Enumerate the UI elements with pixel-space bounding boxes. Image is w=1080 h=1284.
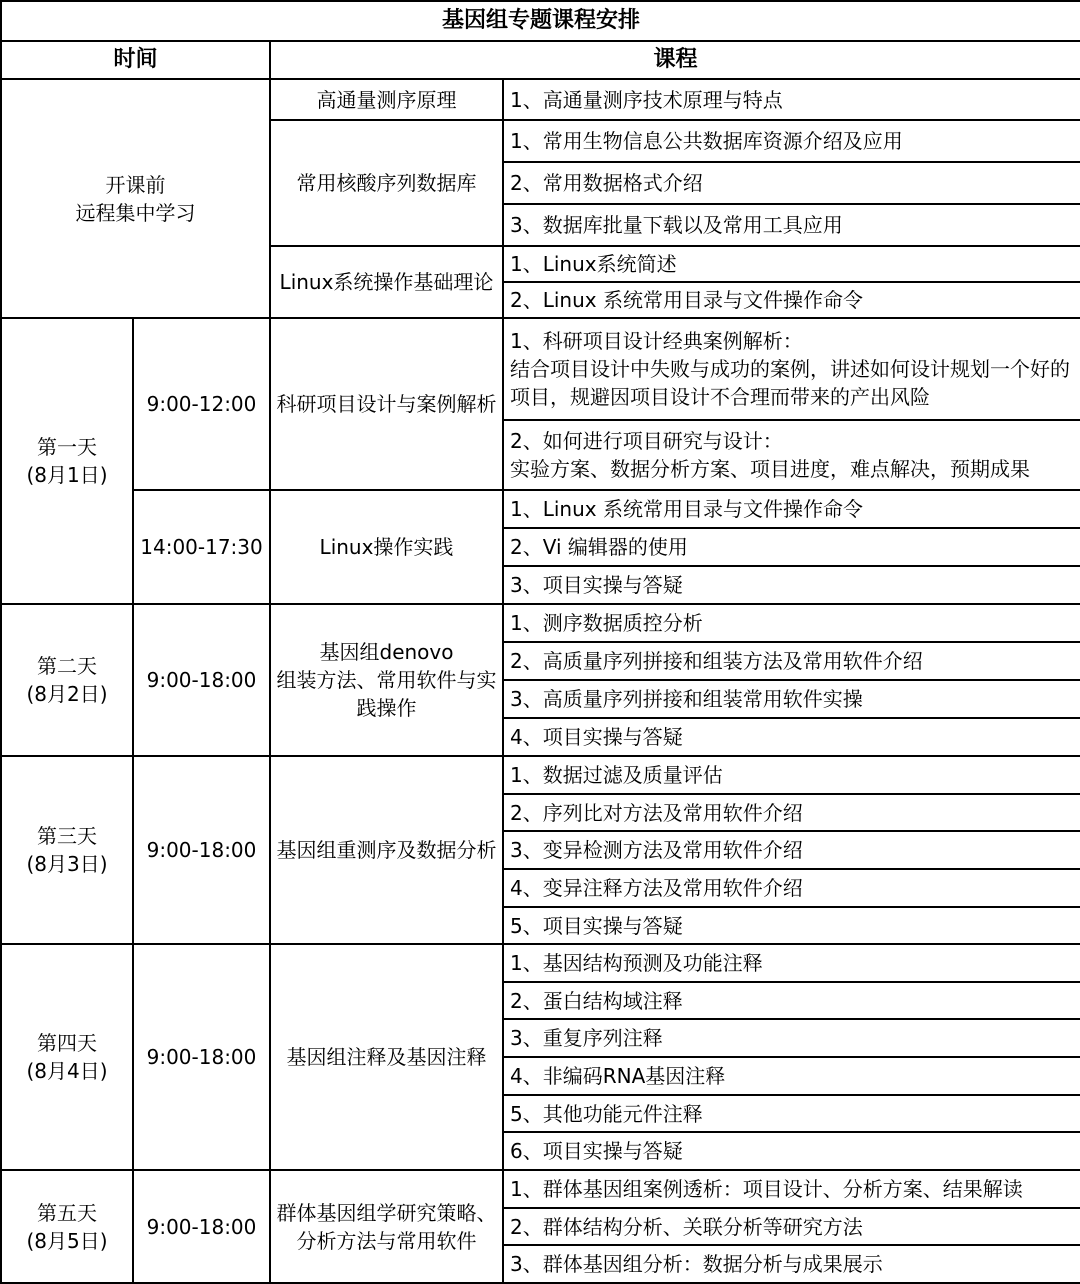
pre-course-label: 开课前 远程集中学习 — [1, 79, 270, 318]
list-item: 3、项目实操与答疑 — [503, 566, 1080, 604]
list-item: 3、数据库批量下载以及常用工具应用 — [503, 204, 1080, 246]
day-4-label: 第四天 (8月4日) — [1, 944, 133, 1170]
list-item: 3、群体基因组分析：数据分析与成果展示 — [503, 1245, 1080, 1283]
day-1-afternoon-topic: Linux操作实践 — [270, 490, 503, 604]
list-item: 1、数据过滤及质量评估 — [503, 756, 1080, 794]
list-item: 2、群体结构分析、关联分析等研究方法 — [503, 1208, 1080, 1245]
table-title: 基因组专题课程安排 — [1, 1, 1080, 41]
list-item: 3、重复序列注释 — [503, 1019, 1080, 1057]
list-item: 2、常用数据格式介绍 — [503, 162, 1080, 204]
list-item: 1、基因结构预测及功能注释 — [503, 944, 1080, 982]
list-item: 3、变异检测方法及常用软件介绍 — [503, 831, 1080, 869]
list-item: 3、高质量序列拼接和组装常用软件实操 — [503, 680, 1080, 718]
day-1-afternoon-time: 14:00-17:30 — [133, 490, 270, 604]
day-2-time: 9:00-18:00 — [133, 604, 270, 756]
day-3-time: 9:00-18:00 — [133, 756, 270, 944]
day-2-label: 第二天 (8月2日) — [1, 604, 133, 756]
day-1-morning-topic: 科研项目设计与案例解析 — [270, 318, 503, 490]
header-time: 时间 — [1, 41, 270, 79]
list-item: 6、项目实操与答疑 — [503, 1132, 1080, 1170]
list-item: 1、Linux系统简述 — [503, 246, 1080, 282]
day-2-topic: 基因组denovo 组装方法、常用软件与实践操作 — [270, 604, 503, 756]
list-item: 1、常用生物信息公共数据库资源介绍及应用 — [503, 120, 1080, 162]
topic-nucleic-acid-db: 常用核酸序列数据库 — [270, 120, 503, 246]
list-item: 2、蛋白结构域注释 — [503, 982, 1080, 1019]
list-item: 1、高通量测序技术原理与特点 — [503, 79, 1080, 120]
list-item: 2、高质量序列拼接和组装方法及常用软件介绍 — [503, 642, 1080, 680]
list-item: 5、项目实操与答疑 — [503, 907, 1080, 944]
topic-sequencing-principles: 高通量测序原理 — [270, 79, 503, 120]
topic-linux-basics: Linux系统操作基础理论 — [270, 246, 503, 318]
day-1-morning-time: 9:00-12:00 — [133, 318, 270, 490]
list-item: 2、如何进行项目研究与设计： 实验方案、数据分析方案、项目进度，难点解决，预期成果 — [503, 420, 1080, 490]
day-3-topic: 基因组重测序及数据分析 — [270, 756, 503, 944]
day-1-label: 第一天 (8月1日) — [1, 318, 133, 604]
list-item: 1、Linux 系统常用目录与文件操作命令 — [503, 490, 1080, 528]
list-item: 1、测序数据质控分析 — [503, 604, 1080, 642]
list-item: 4、变异注释方法及常用软件介绍 — [503, 869, 1080, 907]
list-item: 1、群体基因组案例透析：项目设计、分析方案、结果解读 — [503, 1170, 1080, 1208]
list-item: 4、非编码RNA基因注释 — [503, 1057, 1080, 1095]
list-item: 4、项目实操与答疑 — [503, 718, 1080, 756]
list-item: 1、科研项目设计经典案例解析： 结合项目设计中失败与成功的案例，讲述如何设计规划一个好的项目，规避因项目设计不合理而带来的产出风险 — [503, 318, 1080, 420]
list-item: 2、序列比对方法及常用软件介绍 — [503, 794, 1080, 831]
list-item: 2、Linux 系统常用目录与文件操作命令 — [503, 282, 1080, 318]
day-3-label: 第三天 (8月3日) — [1, 756, 133, 944]
day-5-time: 9:00-18:00 — [133, 1170, 270, 1283]
day-5-label: 第五天 (8月5日) — [1, 1170, 133, 1283]
list-item: 5、其他功能元件注释 — [503, 1095, 1080, 1132]
day-5-topic: 群体基因组学研究策略、分析方法与常用软件 — [270, 1170, 503, 1283]
header-course: 课程 — [270, 41, 1080, 79]
list-item: 2、Vi 编辑器的使用 — [503, 528, 1080, 566]
day-4-time: 9:00-18:00 — [133, 944, 270, 1170]
day-4-topic: 基因组注释及基因注释 — [270, 944, 503, 1170]
